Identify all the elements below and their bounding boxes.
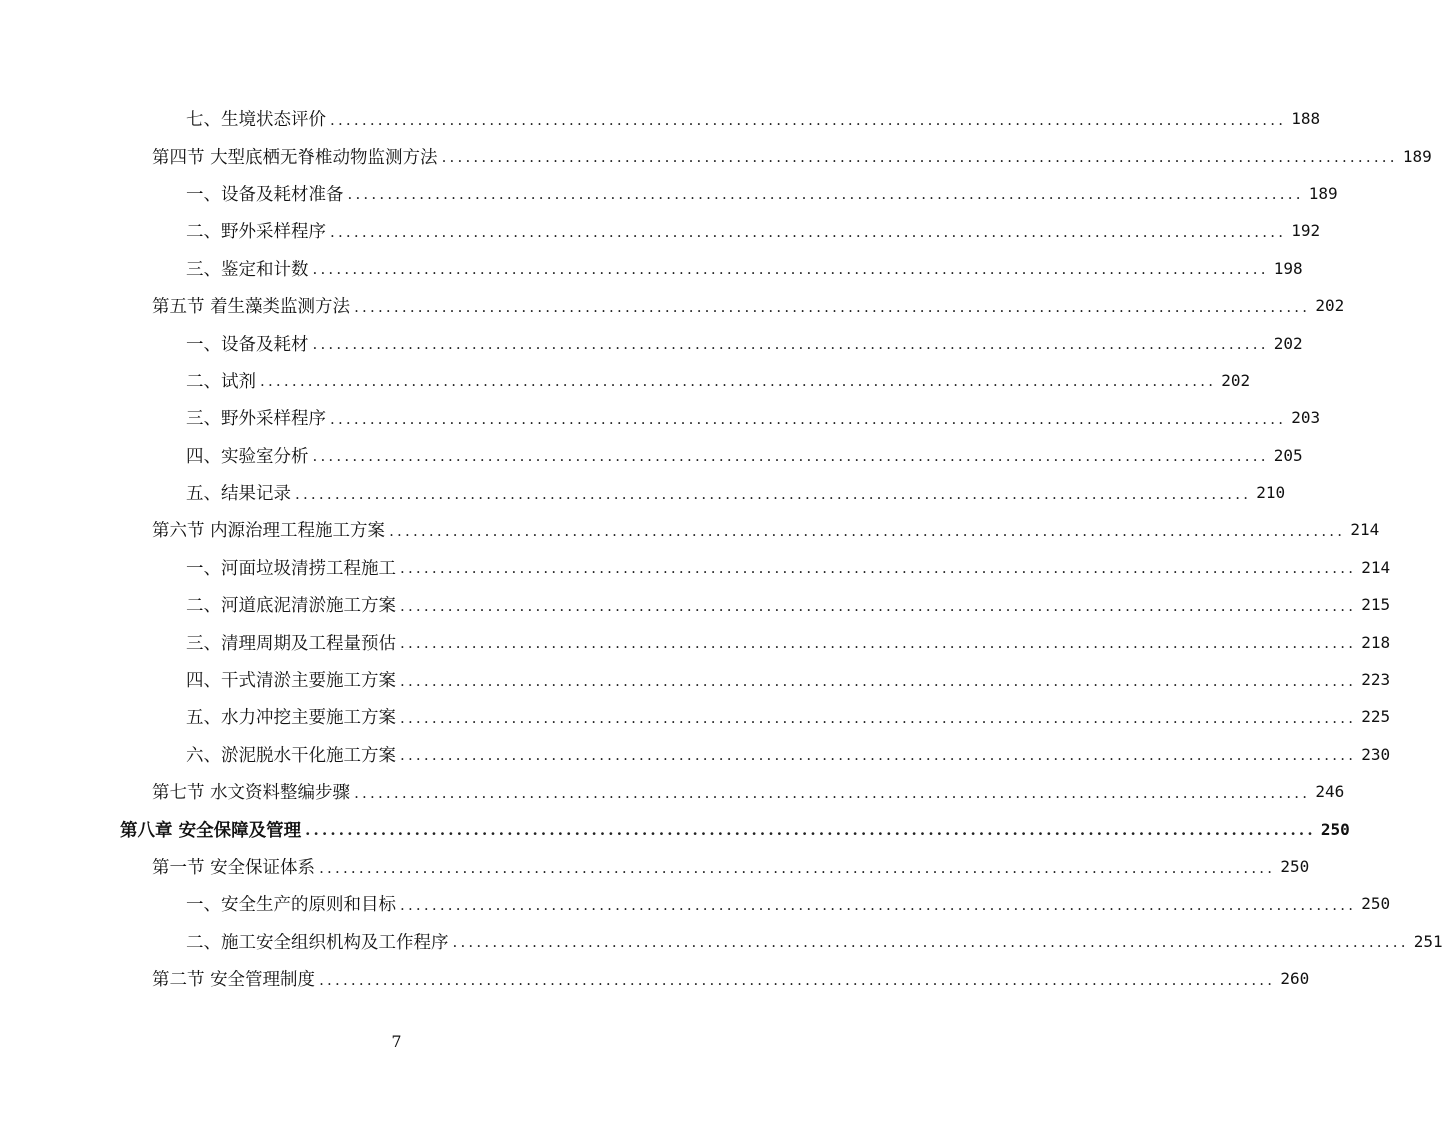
toc-entry-page: 189: [1308, 183, 1338, 203]
toc-entry-page: 215: [1361, 595, 1391, 615]
toc-section-entry[interactable]: [0, 960, 1310, 997]
toc-entry-title: 一、设备及耗材: [186, 331, 311, 356]
toc-entry-page: 202: [1273, 333, 1303, 353]
toc-subsection-entry[interactable]: [0, 212, 1321, 249]
toc-entry-page: 198: [1273, 258, 1303, 278]
toc-entry-page: 246: [1315, 782, 1345, 802]
toc-entry-page: 203: [1291, 408, 1321, 428]
toc-section-entry[interactable]: [0, 137, 1432, 174]
toc-subsection-entry[interactable]: [0, 362, 1251, 399]
toc-dot-leader: ........................................................................................................................: [330, 409, 1287, 428]
toc-entry-page: 223: [1361, 670, 1391, 690]
toc-dot-leader: ........................................................................................................................: [400, 634, 1357, 653]
toc-dot-leader: ........................................................................................................................: [452, 933, 1409, 952]
toc-dot-leader: ........................................................................................................................: [295, 484, 1252, 503]
toc-subsection-entry[interactable]: [0, 586, 1391, 623]
toc-subsection-entry[interactable]: [0, 399, 1321, 436]
toc-subsection-entry[interactable]: [0, 474, 1286, 511]
toc-dot-leader: ........................................................................................................................: [319, 970, 1276, 989]
toc-entry-title: 一、设备及耗材准备: [186, 181, 346, 206]
toc-entry-page: 250: [1361, 894, 1391, 914]
toc-entry-title: 第七节 水文资料整编步骤: [152, 779, 352, 804]
toc-dot-leader: ........................................................................................................................: [347, 185, 1304, 204]
toc-entry-title: 三、鉴定和计数: [186, 256, 311, 281]
toc-entry-title: 第五节 着生藻类监测方法: [152, 293, 352, 318]
toc-entry-title: 四、实验室分析: [186, 443, 311, 468]
toc-entry-page: 214: [1350, 520, 1380, 540]
toc-section-entry[interactable]: [0, 511, 1380, 548]
toc-entry-page: 230: [1361, 744, 1391, 764]
toc-dot-leader: ........................................................................................................................: [330, 222, 1287, 241]
toc-entry-title: 五、结果记录: [186, 480, 293, 505]
toc-dot-leader: ........................................................................................................................: [441, 148, 1398, 167]
toc-chapter-entry[interactable]: [0, 810, 1350, 847]
toc-entry-page: 250: [1320, 819, 1350, 839]
toc-entry-title: 二、河道底泥清淤施工方案: [186, 592, 398, 617]
toc-entry-title: 一、安全生产的原则和目标: [186, 891, 398, 916]
toc-dot-leader: ........................................................................................................................: [312, 335, 1269, 354]
toc-entry-page: 225: [1361, 707, 1391, 727]
toc-entry-title: 六、淤泥脱水干化施工方案: [186, 742, 398, 767]
toc-entry-page: 205: [1273, 445, 1303, 465]
toc-entry-page: 202: [1315, 296, 1345, 316]
toc-entry-title: 第四节 大型底栖无脊椎动物监测方法: [152, 144, 440, 169]
toc-dot-leader: ........................................................................................................................: [260, 372, 1217, 391]
toc-section-entry[interactable]: [0, 848, 1310, 885]
toc-entry-title: 第二节 安全管理制度: [152, 966, 317, 991]
toc-entry-title: 三、野外采样程序: [186, 405, 328, 430]
toc-entry-title: 第六节 内源治理工程施工方案: [152, 517, 387, 542]
toc-dot-leader: ........................................................................................................................: [400, 895, 1357, 914]
toc-subsection-entry[interactable]: [0, 661, 1391, 698]
toc-dot-leader: ........................................................................................................................: [389, 521, 1346, 540]
toc-dot-leader: ........................................................................................................................: [400, 746, 1357, 765]
toc-subsection-entry[interactable]: [0, 324, 1303, 361]
toc-entry-title: 一、河面垃圾清捞工程施工: [186, 555, 398, 580]
toc-dot-leader: ........................................................................................................................: [400, 671, 1357, 690]
toc-dot-leader: ........................................................................................................................: [319, 858, 1276, 877]
toc-subsection-entry[interactable]: [0, 549, 1391, 586]
toc-dot-leader: ........................................................................................................................: [354, 297, 1311, 316]
toc-entry-title: 四、干式清淤主要施工方案: [186, 667, 398, 692]
toc-subsection-entry[interactable]: [0, 175, 1338, 212]
toc-subsection-entry[interactable]: [0, 736, 1391, 773]
toc-subsection-entry[interactable]: [0, 100, 1321, 137]
toc-subsection-entry[interactable]: [0, 250, 1303, 287]
table-of-contents: [0, 100, 1443, 997]
toc-subsection-entry[interactable]: [0, 923, 1443, 960]
toc-section-entry[interactable]: [0, 287, 1345, 324]
toc-entry-title: 七、生境状态评价: [186, 106, 328, 131]
toc-entry-title: 二、施工安全组织机构及工作程序: [186, 929, 451, 954]
toc-subsection-entry[interactable]: [0, 437, 1303, 474]
toc-entry-title: 二、试剂: [186, 368, 258, 393]
toc-entry-title: 第八章 安全保障及管理: [120, 817, 303, 842]
toc-entry-title: 三、清理周期及工程量预估: [186, 630, 398, 655]
toc-entry-page: 202: [1221, 370, 1251, 390]
toc-dot-leader: ........................................................................................................................: [400, 559, 1357, 578]
toc-entry-page: 260: [1280, 969, 1310, 989]
toc-subsection-entry[interactable]: [0, 885, 1391, 922]
page-number: 7: [391, 1032, 402, 1051]
toc-dot-leader: ........................................................................................................................: [354, 783, 1311, 802]
toc-entry-title: 第一节 安全保证体系: [152, 854, 317, 879]
toc-entry-page: 189: [1402, 146, 1432, 166]
toc-dot-leader: ........................................................................................................................: [400, 708, 1357, 727]
toc-dot-leader: ........................................................................................................................: [330, 110, 1287, 129]
toc-dot-leader: ........................................................................................................................: [312, 447, 1269, 466]
toc-entry-page: 214: [1361, 557, 1391, 577]
toc-entry-page: 210: [1256, 483, 1286, 503]
toc-subsection-entry[interactable]: [0, 698, 1391, 735]
toc-dot-leader: ........................................................................................................................: [312, 260, 1269, 279]
toc-entry-page: 188: [1291, 109, 1321, 129]
toc-dot-leader: ........................................................................................................................: [400, 596, 1357, 615]
toc-entry-title: 二、野外采样程序: [186, 218, 328, 243]
toc-section-entry[interactable]: [0, 773, 1345, 810]
toc-entry-title: 五、水力冲挖主要施工方案: [186, 704, 398, 729]
toc-entry-page: 218: [1361, 632, 1391, 652]
toc-entry-page: 192: [1291, 221, 1321, 241]
toc-entry-page: 251: [1413, 931, 1443, 951]
toc-dot-leader: ........................................................................................................................: [305, 821, 1316, 840]
toc-subsection-entry[interactable]: [0, 623, 1391, 660]
toc-entry-page: 250: [1280, 857, 1310, 876]
